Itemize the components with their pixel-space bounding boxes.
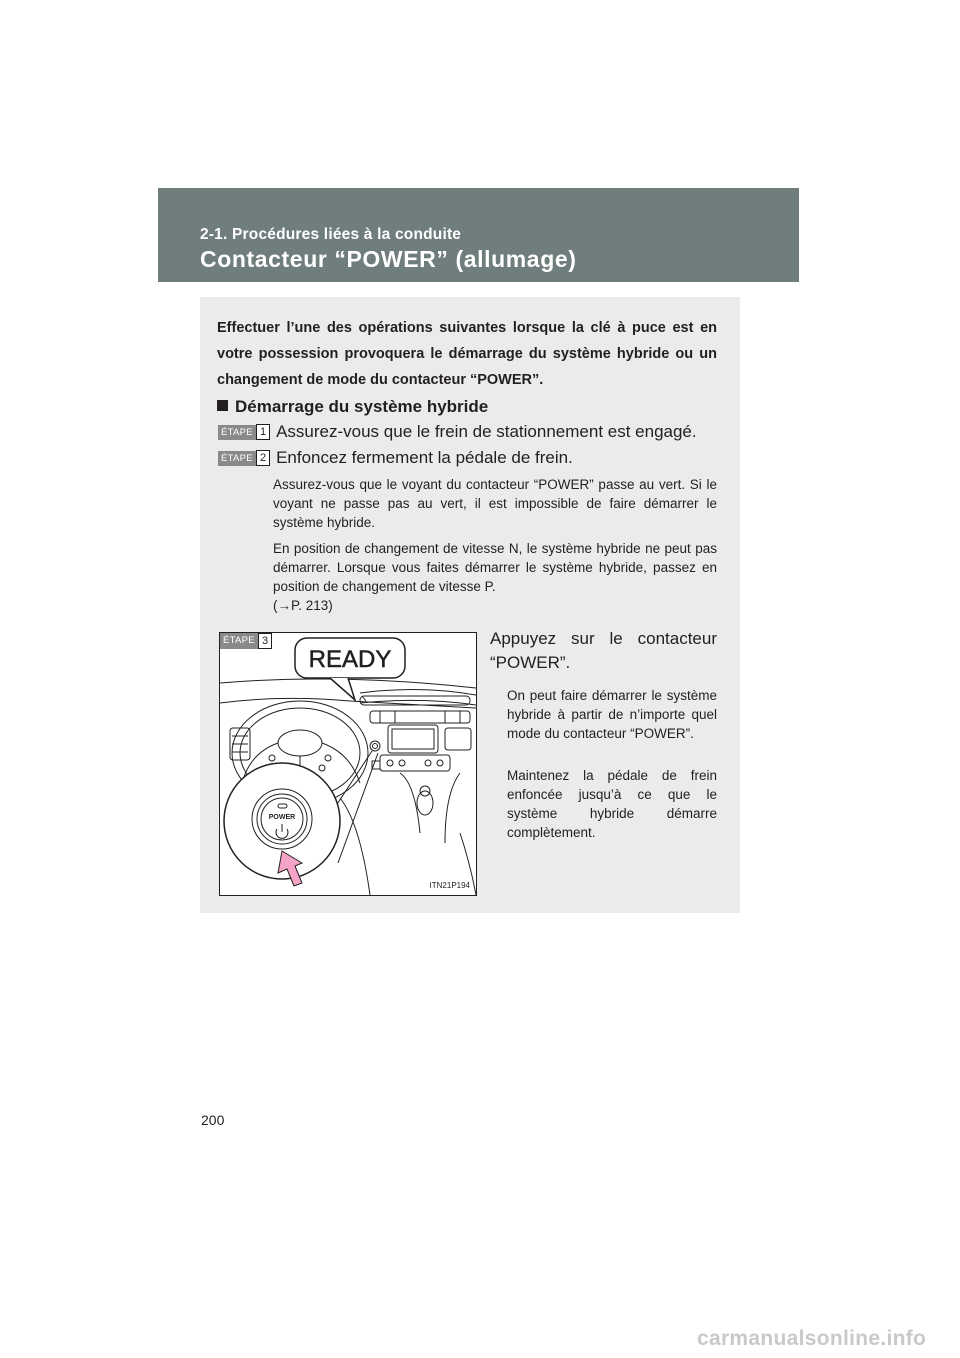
step-label: ÉTAPE [218, 451, 256, 466]
step-3-note-1: On peut faire démarrer le système hybride à partir de n’importe quel mode du contacteur “POWER”. [507, 688, 717, 741]
step-number: 2 [256, 450, 270, 466]
step-2-note-1: Assurez-vous que le voyant du contacteur “POWER” passe au vert. Si le voyant ne passe pas au vert, il est impossible de faire démarrer le système hybride. [273, 477, 717, 530]
step-number: 3 [258, 633, 272, 649]
step-number: 1 [256, 424, 270, 440]
square-bullet-icon [217, 400, 228, 411]
watermark: carmanualsonline.info [697, 1327, 927, 1350]
ready-indicator-text: READY [308, 646, 392, 673]
step-label: ÉTAPE [218, 425, 256, 440]
page-title: Contacteur “POWER” (allumage) [200, 246, 577, 272]
section-title: 2-1. Procédures liées à la conduite [200, 226, 462, 243]
power-button-label: POWER [268, 814, 296, 821]
illustration-code: ITN21P194 [429, 881, 470, 890]
step-1 [218, 422, 697, 442]
step-2 [218, 448, 573, 468]
step-label: ÉTAPE [220, 633, 258, 649]
step-text: Enfoncez fermement la pédale de frein. [276, 448, 573, 467]
subheading-text: Démarrage du système hybride [235, 397, 489, 416]
intro-paragraph: Effectuer l’une des opérations suivantes lorsque la clé à puce est en votre possession provoquera le démarrage du système hybride ou un changement de mode du contacteur “POWER”. [217, 320, 717, 388]
subheading [217, 397, 488, 417]
dashboard-illustration [219, 632, 477, 896]
step-3-note-2: Maintenez la pédale de frein enfoncée jusqu’à ce que le système hybride démarre complètement. [507, 768, 717, 840]
step-2-note-2: En position de changement de vitesse N, le système hybride ne peut pas démarrer. Lorsque vous faites démarrer le système hybride, passez en position de changement de vitesse P. [273, 541, 717, 594]
content-panel [200, 297, 740, 913]
page-number: 200 [201, 1112, 225, 1128]
step-3-text: Appuyez sur le contacteur “POWER”. [490, 629, 717, 672]
section-header [158, 188, 799, 282]
page-reference: (→P. 213) [273, 598, 333, 613]
dashboard-drawing [220, 633, 476, 895]
step-text: Assurez-vous que le frein de stationnement est engagé. [276, 422, 697, 441]
